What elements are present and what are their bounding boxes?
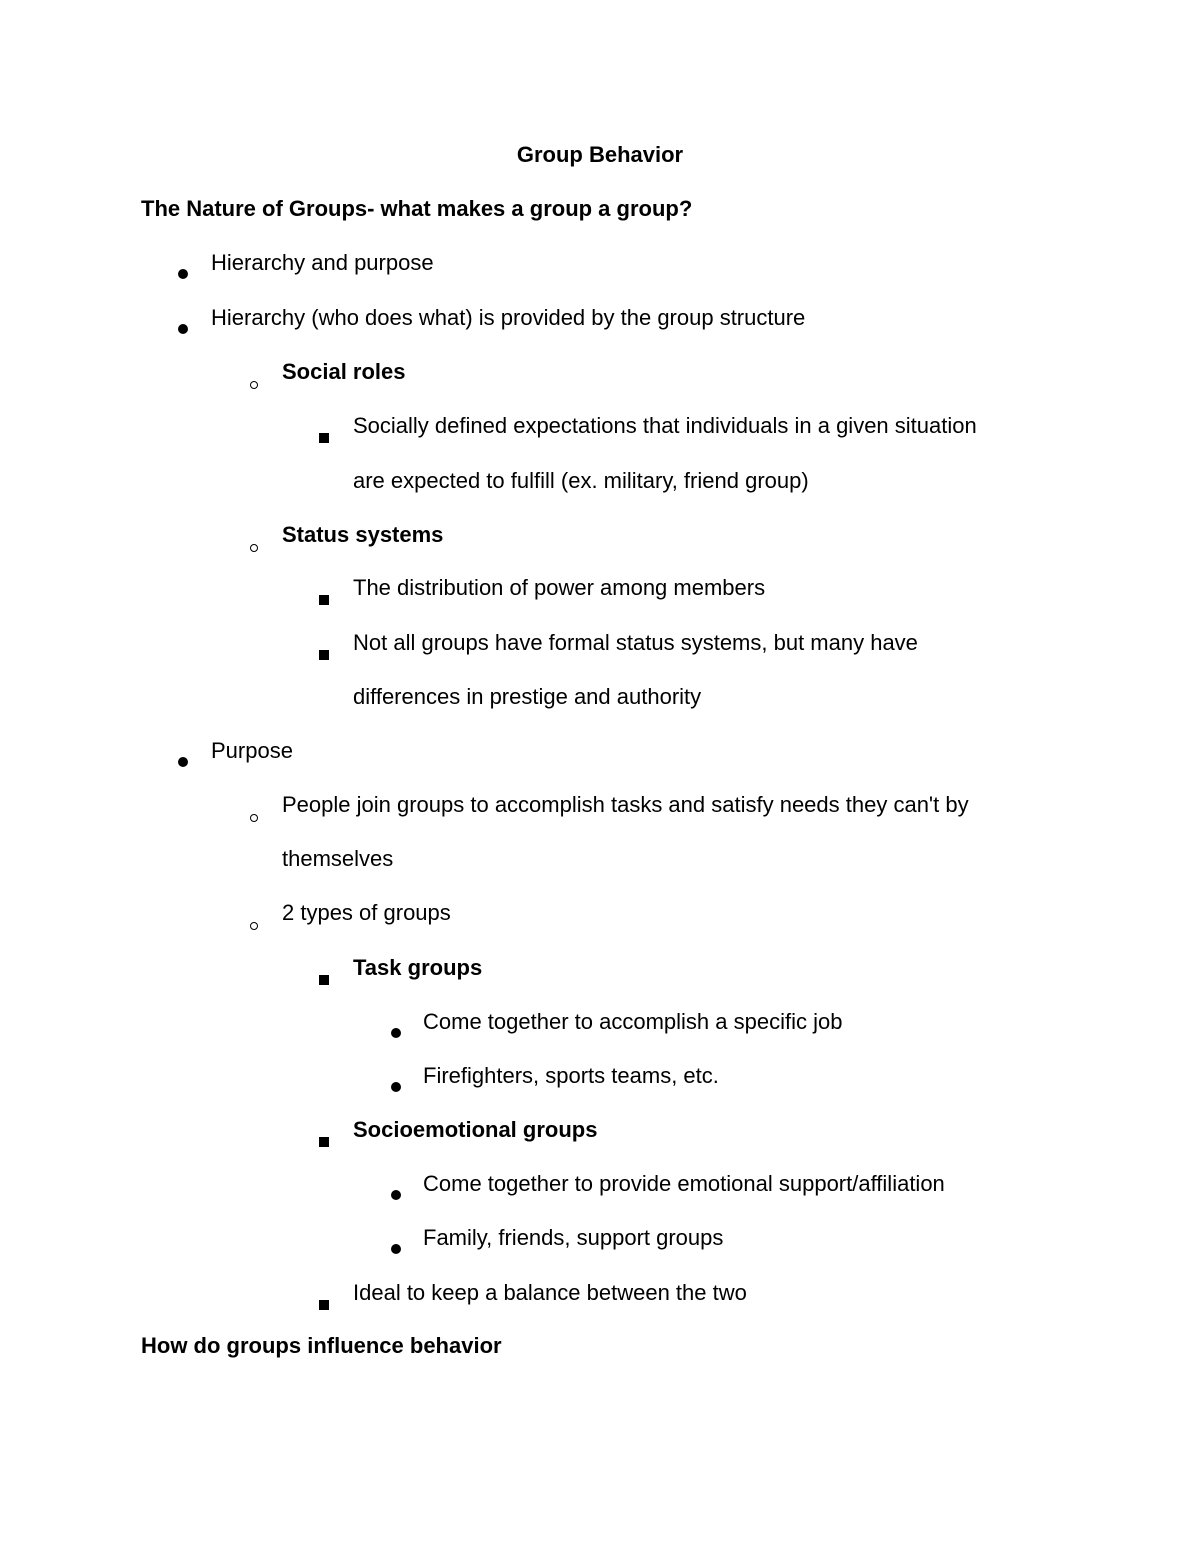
- list-item-formal-status-systems-cont: differences in prestige and authority: [353, 684, 702, 709]
- section-heading-influence-behavior: How do groups influence behavior: [141, 1333, 502, 1358]
- list-item-task-specific-job: Come together to accomplish a specific job: [423, 1009, 843, 1034]
- list-item-people-join-groups: People join groups to accomplish tasks and satisfy needs they can't by: [282, 792, 969, 817]
- list-item-social-roles: Social roles: [282, 359, 406, 384]
- disc-bullet-icon: [391, 1017, 401, 1045]
- list-item-task-groups: Task groups: [353, 955, 483, 980]
- list-item-social-roles-definition-cont: are expected to fulfill (ex. military, friend group): [353, 468, 809, 493]
- list-item-distribution-of-power: The distribution of power among members: [353, 575, 766, 600]
- disc-bullet-icon: [391, 1071, 401, 1099]
- list-item-social-roles-definition: Socially defined expectations that individuals in a given situation: [353, 413, 977, 438]
- list-item-hierarchy-structure: Hierarchy (who does what) is provided by the group structure: [211, 305, 806, 330]
- list-item-task-examples: Firefighters, sports teams, etc.: [423, 1063, 719, 1088]
- square-bullet-icon: [319, 639, 329, 667]
- circle-bullet-icon: [250, 531, 258, 559]
- disc-bullet-icon: [178, 258, 188, 286]
- list-item-purpose: Purpose: [211, 738, 293, 763]
- disc-bullet-icon: [391, 1179, 401, 1207]
- list-item-socioemotional-groups: Socioemotional groups: [353, 1117, 598, 1142]
- circle-bullet-icon: [250, 801, 258, 829]
- list-item-formal-status-systems: Not all groups have formal status systems, but many have: [353, 630, 918, 655]
- list-item-balance: Ideal to keep a balance between the two: [353, 1280, 747, 1305]
- document-title: Group Behavior: [516, 142, 684, 167]
- square-bullet-icon: [319, 964, 329, 992]
- circle-bullet-icon: [250, 368, 258, 396]
- disc-bullet-icon: [178, 313, 188, 341]
- square-bullet-icon: [319, 1126, 329, 1154]
- disc-bullet-icon: [391, 1233, 401, 1261]
- circle-bullet-icon: [250, 909, 258, 937]
- list-item-socio-emotional-support: Come together to provide emotional support/affiliation: [423, 1171, 945, 1196]
- list-item-people-join-groups-cont: themselves: [282, 846, 394, 871]
- list-item-socio-examples: Family, friends, support groups: [423, 1225, 724, 1250]
- square-bullet-icon: [319, 1289, 329, 1317]
- square-bullet-icon: [319, 584, 329, 612]
- section-heading-nature-of-groups: The Nature of Groups- what makes a group a group?: [141, 196, 693, 221]
- list-item-types-of-groups: 2 types of groups: [282, 900, 451, 925]
- list-item-hierarchy-and-purpose: Hierarchy and purpose: [211, 250, 434, 275]
- square-bullet-icon: [319, 422, 329, 450]
- disc-bullet-icon: [178, 746, 188, 774]
- list-item-status-systems: Status systems: [282, 522, 444, 547]
